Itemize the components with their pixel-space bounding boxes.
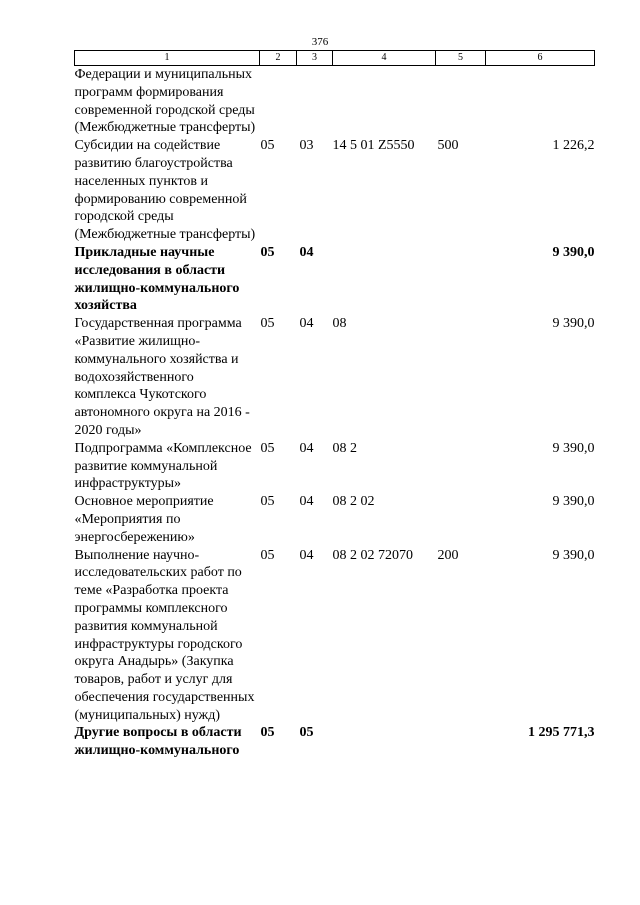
row-name: Другие вопросы в области жилищно-коммунального (74, 725, 242, 759)
page-number: 376 (311, 36, 329, 48)
table-row (75, 493, 595, 546)
row-section: 05 (260, 138, 275, 154)
table-row (75, 66, 595, 138)
row-subsection: 04 (299, 494, 314, 510)
row-expense-type: 500 (437, 138, 459, 154)
row-amount: 9 390,0 (552, 494, 595, 510)
row-target-code: 14 5 01 Z5550 (332, 138, 415, 154)
row-amount: 9 390,0 (552, 440, 595, 456)
row-subsection: 03 (299, 138, 314, 154)
row-amount: 9 390,0 (552, 316, 595, 332)
row-target-code (333, 66, 436, 138)
row-section: 05 (260, 316, 275, 332)
table-body (75, 66, 595, 761)
budget-table (74, 50, 595, 760)
row-expense-type: 200 (437, 547, 459, 563)
table-header (75, 51, 595, 66)
row-subsection: 04 (299, 440, 314, 456)
row-amount: 1 226,2 (552, 138, 595, 154)
row-name: Прикладные научные исследования в области жилищно-коммунального хозяйства (74, 244, 240, 314)
row-name: Подпрограмма «Комплексное развитие коммунальной инфраструктуры» (74, 440, 252, 492)
row-subsection: 05 (299, 725, 314, 741)
column-header: 5 (436, 51, 486, 66)
row-amount: 9 390,0 (552, 547, 595, 563)
row-section: 05 (260, 725, 275, 741)
row-name: Государственная программа «Развитие жилищно-коммунального хозяйства и водохозяйственного комплекса Чукотского автономного округа на 2016 - 2020 годы» (74, 316, 250, 438)
column-header: 3 (297, 51, 333, 66)
row-section: 05 (260, 244, 275, 260)
row-subsection: 04 (299, 316, 314, 332)
row-expense-type (436, 244, 486, 315)
row-target-code: 08 2 02 72070 (332, 547, 413, 563)
row-expense-type (436, 315, 486, 440)
table-row (75, 547, 595, 725)
row-amount: 1 295 771,3 (528, 725, 595, 741)
row-subsection: 04 (299, 244, 314, 260)
table-row (75, 440, 595, 493)
row-target-code (333, 724, 436, 760)
row-section: 05 (260, 440, 275, 456)
row-name: Федерации и муниципальных программ формирования современной городской среды (Межбюджетные трансферты) (74, 67, 256, 136)
row-name: Основное мероприятие «Мероприятия по энергосбережению» (74, 494, 214, 545)
row-expense-type (436, 440, 486, 493)
row-target-code (333, 244, 436, 315)
row-target-code: 08 (332, 316, 347, 332)
table-row (75, 137, 595, 244)
row-subsection: 04 (299, 547, 314, 563)
column-header: 2 (260, 51, 297, 66)
row-name: Субсидии на содействие развитию благоустройства населенных пунктов и формированию современной городской среды (Межбюджетные трансферты) (74, 138, 256, 243)
column-header: 6 (486, 51, 595, 66)
row-expense-type (436, 493, 486, 546)
row-amount (486, 66, 595, 138)
row-target-code: 08 2 (332, 440, 357, 456)
header-row (75, 51, 595, 66)
row-section: 05 (260, 547, 275, 563)
table-row (75, 244, 595, 315)
row-amount: 9 390,0 (552, 244, 595, 260)
table-row (75, 315, 595, 440)
row-subsection (297, 66, 333, 138)
column-header: 1 (75, 51, 260, 66)
column-header: 4 (333, 51, 436, 66)
row-target-code: 08 2 02 (332, 494, 375, 510)
row-expense-type (436, 724, 486, 760)
row-section: 05 (260, 494, 275, 510)
row-expense-type (436, 66, 486, 138)
table-row (75, 724, 595, 760)
row-name: Выполнение научно-исследовательских работ по теме «Разработка проекта программы комплексного развития коммунальной инфраструктуры городского округа Анадырь» (Закупка товаров, работ и услуг для обеспечения государственных (муниципальных) нужд) (74, 547, 255, 723)
row-section (260, 66, 297, 138)
